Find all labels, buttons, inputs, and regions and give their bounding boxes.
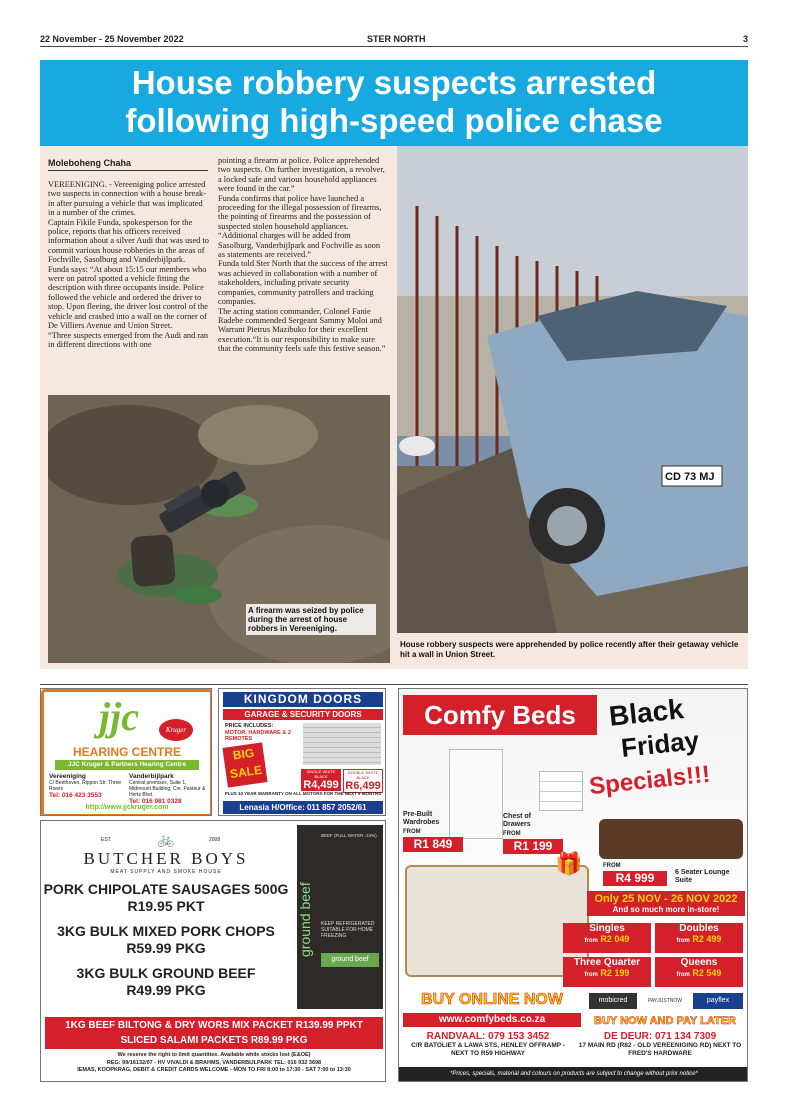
sale-dates: Only 25 NOV - 26 NOV 2022 <box>594 893 738 905</box>
bb-red-banner <box>45 1017 383 1049</box>
ads-separator <box>40 684 748 685</box>
payjustnow-logo: PAYJUSTNOW <box>648 998 682 1004</box>
pack-vertical-label: ground beef <box>297 882 313 958</box>
black-label: Black <box>607 693 686 732</box>
mobicred-logo: mobicred <box>589 993 637 1009</box>
more-instore: And so much more in-store! <box>612 905 720 914</box>
header-rule <box>40 46 748 47</box>
page-number: 3 <box>742 34 748 44</box>
comfy-url[interactable]: www.comfybeds.co.za <box>403 1013 581 1027</box>
specials-label: Specials!!! <box>587 760 712 801</box>
drawers-from: FROM <box>503 831 521 837</box>
bicycle-icon: 🚲 <box>157 831 175 847</box>
singles-label: Singles <box>589 923 625 934</box>
jjc-url[interactable]: http://www.jjckruger.com <box>85 804 169 811</box>
doubles-label: Doubles <box>679 923 719 934</box>
wardrobe-price: R1 849 <box>403 837 463 852</box>
bb-item-2: 3KG BULK MIXED PORK CHOPS <box>57 923 275 939</box>
kd-single-price-box <box>301 769 341 791</box>
lounge-suite-image <box>599 819 743 859</box>
friday-label: Friday <box>619 725 701 763</box>
bb-price-1: R19.95 PKT <box>127 898 205 914</box>
jjc-right-town: Vanderbijlpark <box>129 773 174 780</box>
paragraph: VEREENIGING. - Vereeniging police arrested two suspects in connection with a house break-in after pursuing a vehicle that was implicated in a number of the crimes. <box>48 180 206 218</box>
comfy-disclaimer: *Prices, specials, material and colours on products are subject to change without prior notice* <box>399 1067 748 1082</box>
kd-single-label: SINGLE WHITE BLACK <box>306 769 336 779</box>
bb-price-2: R59.99 PKG <box>126 940 206 956</box>
queens-price: R2 549 <box>692 968 722 978</box>
bb-banner-2: SLICED SALAMI PACKETS R89.99 PKG <box>120 1035 308 1046</box>
car-photo <box>397 146 748 633</box>
pack-note-1: BEEF (FULL WATER -24%) <box>321 833 377 838</box>
byline: Moleboheng Chaha <box>48 158 208 171</box>
singles-from: from <box>584 938 598 944</box>
article-column-2 <box>218 156 388 354</box>
mattress-image <box>405 865 589 977</box>
paragraph: “Three suspects emerged from the Audi and ran in different directions with one <box>48 330 209 349</box>
wardrobe-label: Pre-Built Wardrobes <box>403 811 440 826</box>
drawers-label: Chest of Drawers <box>503 813 531 828</box>
kd-single-price: R4,499 <box>303 779 339 791</box>
dedeur-store <box>575 1031 745 1058</box>
bb-item-1: PORK CHIPOLATE SAUSAGES 500G <box>43 881 289 897</box>
garage-door-image <box>303 723 381 765</box>
kd-includes: MOTOR, HARDWARE & 2 REMOTES <box>225 729 291 742</box>
three-quarter-box <box>563 957 651 987</box>
kd-double-price: R6,499 <box>345 780 381 792</box>
jjc-right-address: Central premises, Suite 1, Midmount Building, Cnr. Pasteur & Hertz Blvd. <box>129 780 206 798</box>
jjc-left-tel: Tel: 016 423 3553 <box>49 792 102 799</box>
article-column-1 <box>48 180 210 349</box>
queens-from: from <box>676 972 690 978</box>
wardrobe-from: FROM <box>403 829 421 835</box>
ground-beef-pack <box>297 825 383 1009</box>
kruger-badge: Kruger <box>159 719 193 741</box>
firearm-caption: A firearm was seized by police during the arrest of house robbers in Vereeniging. <box>246 604 376 635</box>
bb-year: 2008 <box>209 837 221 843</box>
tq-price: R2 199 <box>600 968 630 978</box>
singles-box <box>563 923 651 953</box>
pack-note-2: KEEP REFRIGERATED SUITABLE FOR HOME FREEZING <box>321 921 375 939</box>
bb-banner-1: 1KG BEEF BILTONG & DRY WORS MIX PACKET R139.99 PPKT <box>65 1020 363 1031</box>
hearing-centre-title: HEARING CENTRE <box>72 745 181 759</box>
car-photo-image <box>397 146 748 633</box>
doubles-price: R2 499 <box>692 934 722 944</box>
bb-tagline: MEAT SUPPLY AND SMOKE HOUSE <box>110 869 222 875</box>
paragraph: “Additional charges will be added from Sasolburg, Vanderbijlpark and Fochville as soon as statements are received.” <box>218 231 381 260</box>
three-quarter-label: Three Quarter <box>573 957 641 968</box>
jjc-left-address: C/ Beethoven, Rippon Str. Three Rivers <box>49 780 122 792</box>
drawers-image <box>539 771 583 811</box>
bb-item-3: 3KG BULK GROUND BEEF <box>76 965 256 981</box>
doubles-box <box>655 923 743 953</box>
suite-label: 6 Seater Lounge Suite <box>675 869 730 884</box>
kingdom-doors-ad <box>218 688 386 816</box>
paragraph: pointing a firearm at police. Police apprehended two suspects. On further investigation, a revolver, a locked safe and various household appliances were found in the car.” <box>218 156 385 194</box>
dates-banner <box>587 891 745 916</box>
payflex-logo: payflex <box>693 993 743 1009</box>
buy-online: BUY ONLINE NOW <box>421 991 563 1008</box>
kd-subtitle: GARAGE & SECURITY DOORS <box>223 709 383 720</box>
paragraph: Funda confirms that police have launched a proceeding for the illegal possession of firearms, the pointing of firearms and the possession of suspected stolen household appliances. <box>218 193 382 231</box>
paragraph: The acting station commander, Colonel Fanie Radebe commended Sergeant Sammy Moloi and Warrant Pietrus Mazibuko for their excellent execution.“It is our responsibility to make sure that the community feels safe this festive season.” <box>218 306 386 354</box>
jjc-logo: jjc <box>99 694 139 739</box>
randvaal-phone: RANDVAAL: 079 153 3452 <box>426 1031 550 1042</box>
wardrobe-image <box>449 749 503 839</box>
paragraph: Funda says: “At about 15:15 our members who were on patrol spotted a vehicle fitting the description with three occupants inside. Police followed the vehicle and ordered the driver to stop. Upon fleeing, the driver lost control of the vehicle and crashed into a wall on the corner of De Villiers Avenue and Union Street. <box>48 264 209 331</box>
randvaal-address: C/R BATOLIET & LAWA STS, HENLEY OFFRAMP - NEXT TO R59 HIGHWAY <box>411 1042 565 1057</box>
page-header <box>40 34 748 46</box>
drawers-price: R1 199 <box>503 839 563 854</box>
pack-green-label: ground beef <box>321 953 379 967</box>
big-label: BIG <box>231 745 256 763</box>
queens-box <box>655 957 743 987</box>
randvaal-store <box>403 1031 573 1058</box>
queens-label: Queens <box>680 957 718 968</box>
bb-name: BUTCHER BOYS <box>83 849 249 868</box>
tq-from: from <box>584 972 598 978</box>
headline-line-1: House robbery suspects arrested <box>131 64 657 101</box>
jjc-left-town: Vereeniging <box>49 773 86 780</box>
butcher-boys-ad <box>40 820 386 1082</box>
gift-icon: 🎁 <box>555 851 583 876</box>
jjc-right-tel: Tel: 016 981 0328 <box>129 798 182 805</box>
kd-office: Lenasia H/Office: 011 857 2052/61 <box>223 801 383 814</box>
sale-label: SALE <box>229 762 263 782</box>
bb-est: EST. <box>101 837 112 843</box>
comfy-beds-ad <box>398 688 748 1082</box>
dedeur-address: 17 MAIN RD (R82 - OLD VEREENIGING RD) NEXT TO FRED'S HARDWARE <box>578 1042 742 1057</box>
jjc-subtitle: JJC Kruger & Partners Hearing Centre <box>55 760 199 770</box>
singles-price: R2 049 <box>600 934 630 944</box>
doubles-from: from <box>676 938 690 944</box>
suite-price: R4 999 <box>603 871 667 886</box>
bb-price-3: R49.99 PKG <box>126 982 206 998</box>
bb-rights: We reserve the right to limit quantities. Available while stocks lost (E&OE) <box>117 1052 311 1058</box>
car-caption: House robbery suspects were apprehended by police recently after their getaway vehicle hit a wall in Union Street. <box>400 640 739 659</box>
comfy-beds-brand: Comfy Beds <box>403 695 597 735</box>
kd-double-label: DOUBLE WHITE BLACK <box>347 770 379 780</box>
buy-now-pay-later: BUY NOW AND PAY LATER <box>594 1015 736 1027</box>
kd-includes-title: PRICE INCLUDES: <box>225 723 274 729</box>
number-plate: CD 73 MJ <box>665 471 715 483</box>
issue-date: 22 November - 25 November 2022 <box>40 34 184 44</box>
paragraph: Captain Fikile Funda, spokesperson for the police, reports that his officers received information about a silver Audi that was used to commit various house robberies in the areas of Fochville, Sasolburg and Vanderbijlpark. <box>48 217 209 265</box>
kd-promo: PLUS 10 YEAR WARRANTY ON ALL MOTORS FOR THE NEXT 6 MONTHS <box>224 791 382 796</box>
headline-banner <box>40 60 748 146</box>
headline-line-2: following high-speed police chase <box>125 102 663 139</box>
suite-from: FROM <box>603 863 621 869</box>
bb-reg: REG: 99/16132/07 - HV VIVALDI & BRAHMS, VANDERBIJLPARK TEL: 016 932 3698 <box>106 1059 322 1066</box>
jjc-hearing-ad <box>40 688 212 816</box>
kd-double-price-box <box>343 769 383 793</box>
paragraph: Funda told Ster North that the success of the arrest was achieved in collaboration with a number of stakeholders, including private security companies, community patrollers and tracking companies. <box>218 259 388 307</box>
dedeur-phone: DE DEUR: 071 134 7309 <box>603 1031 717 1042</box>
kd-brand: KINGDOM DOORS <box>223 692 383 707</box>
big-sale-badge <box>222 742 267 787</box>
paper-name: STER NORTH <box>367 34 426 44</box>
bb-cards: IEMAS, KOOPKRAG, DEBIT & CREDIT CARDS WELCOME - MON TO FRI 8:00 to 17:30 - SAT 7:00 to 13:30 <box>77 1067 351 1073</box>
